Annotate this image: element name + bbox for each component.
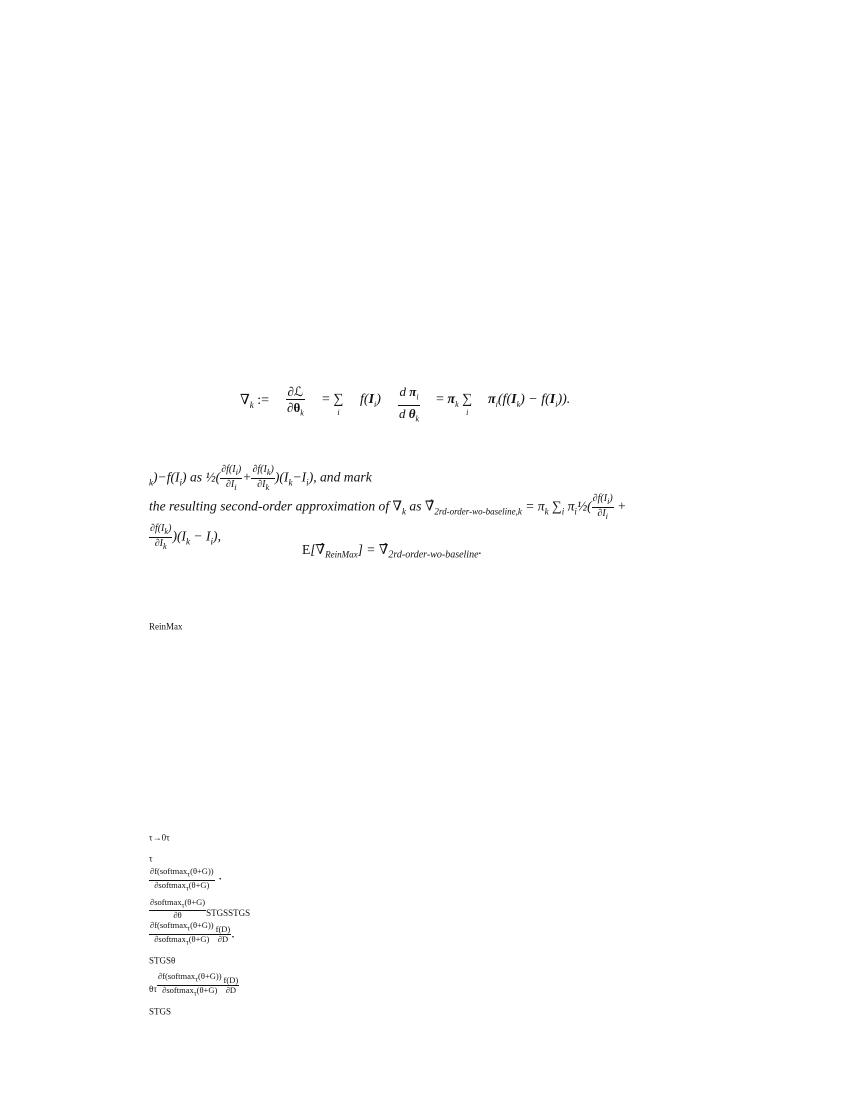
remark-equation: $E[\nablâ_{ReinMax}]$ = $\nablâ_{2rd-order-wo-baseline}$. xyxy=(302,542,482,561)
paragraph: $_{STGS\theta}$ $_{\theta\tau}$ $\frac{\partial f(softmax_\tau(\theta+G))}{\partial softmax_\tau(\theta+G)}$ $\frac{f(D)}{\partial D}$ $_{STGS}$ xyxy=(149,955,239,1017)
remark-4-2: $_k)-f(I_i)$ as ½( $\frac{\partial f(I_i)}{\partial I_i}$ + $\frac{\partial f(I_k)}{\partial I_k}$ )$(I_k-I_i)$, and mark the resulting second-order approximation of $\nabla_k$ as $\nablâ_{2rd-order-wo-baseline,k} = \pi_k$ $\sum_i$ $\pi_i\frac{1}{2}$( $\frac{\partial f(I_i)}{\partial I_i}$ + $\frac{\partial f(I_k)}{\partial I_k}$ )$(I_k - I_i)$, xyxy=(149,464,627,551)
paragraph: ReinMax xyxy=(149,621,183,632)
section-5-1-heading xyxy=(149,796,161,814)
equation-8: $\nabla_k$ := ∂ℒ $\partial\theta_k$ = $\sum_i$ $f(I_i)$ $\frac{d \pi_i}{d \theta_k}$ = $\pi_k$ $\sum_i$ $\pi_i(f(I_k) - f(I_i))$. xyxy=(240,384,571,424)
section-5-heading xyxy=(149,699,163,717)
paragraph: $_{\tau\to 0\tau}$ $_\tau$ $\frac{\partial f(softmax_\tau(\theta+G))}{\partial softmax_\tau(\theta+G)}$ · $\frac{\partial softmax_\tau(\theta+G)}{\partial\theta}$ $_{STGSSTGS}$ $\frac{\partial f(softmax_\tau(\theta+G))}{\partial softmax_\tau(\theta+G)}$ $\frac{f(D)}{\partial D}$ . xyxy=(149,832,251,947)
